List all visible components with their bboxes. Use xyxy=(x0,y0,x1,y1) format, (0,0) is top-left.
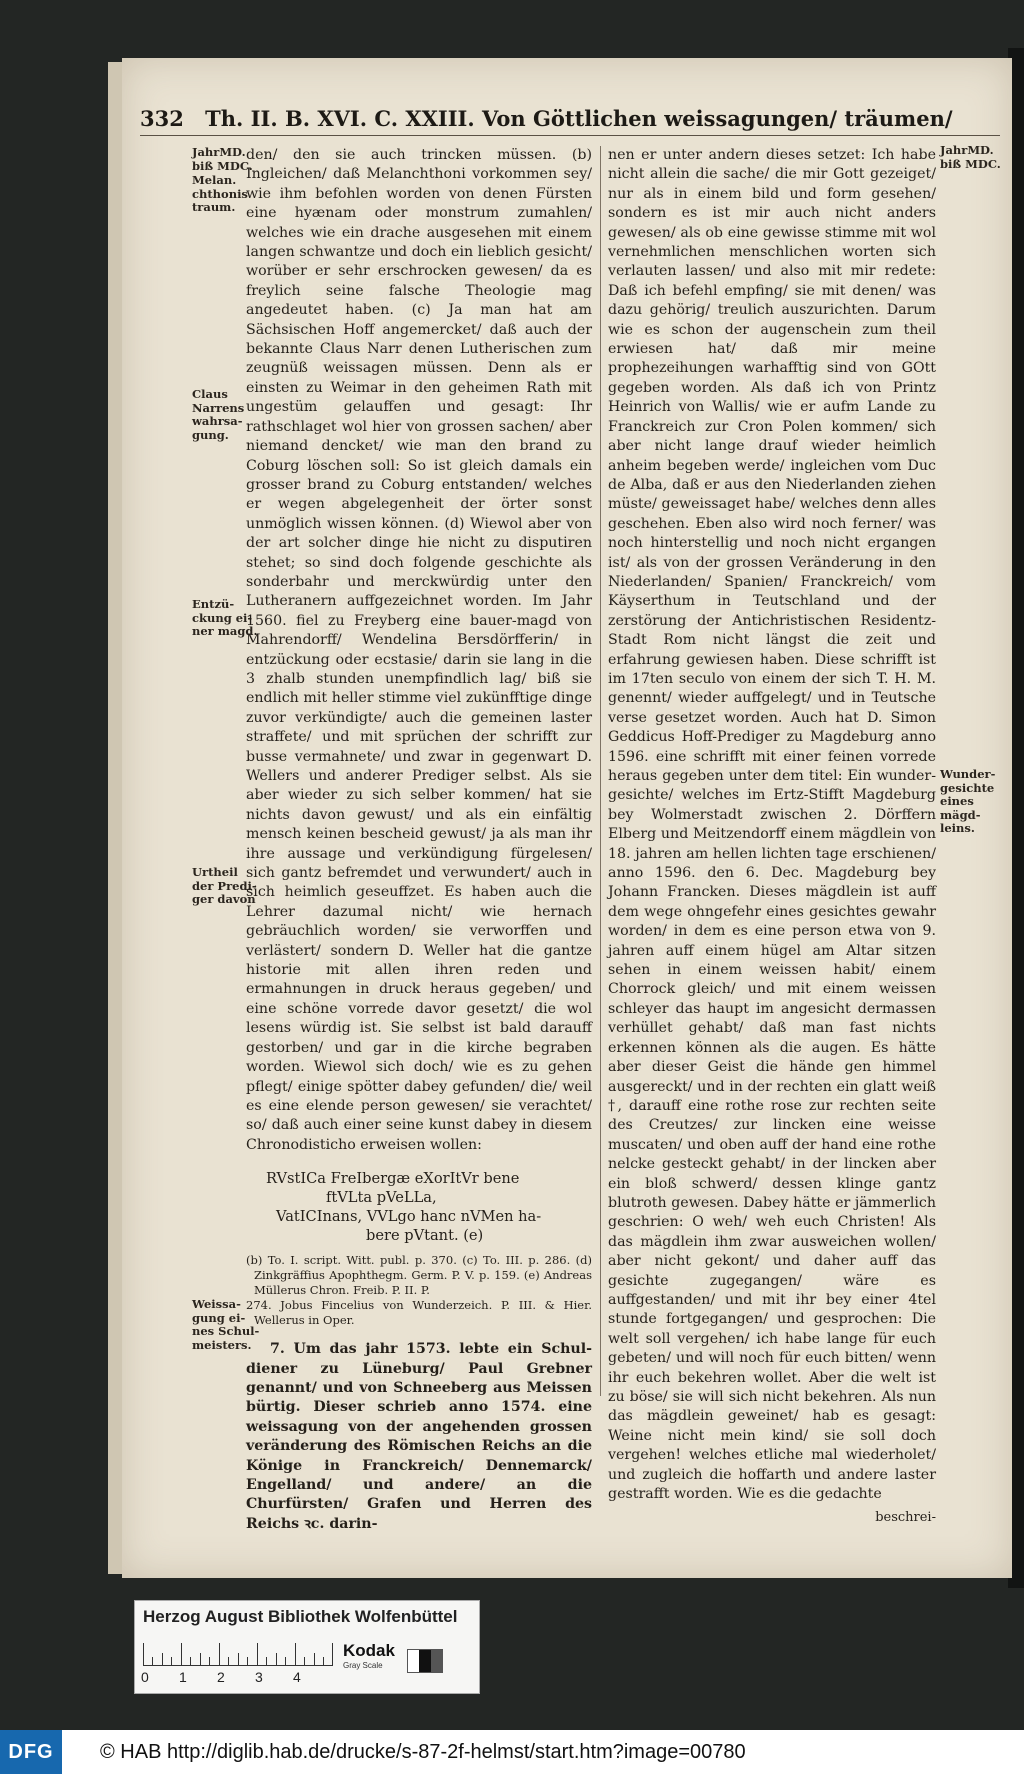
ruler-number-3: 3 xyxy=(255,1669,263,1685)
margin-note-melanchthon: Melan. chthonis traum. xyxy=(192,173,248,214)
footnotes xyxy=(246,1253,592,1328)
verse-line-1: RVstICa FreIbergæ eXorItVr bene xyxy=(266,1170,520,1188)
verse-line-2: ftVLta pVeLLa, xyxy=(326,1189,437,1207)
gray-scale-swatch xyxy=(407,1649,443,1673)
footnote-line-1: (b) To. I. script. Witt. publ. p. 370. (c) To. III. p. 286. (d) Zinkgräffius Apophthegm. Germ. P. V. p. 159. (e) Andreas Müllerus Chron. Freib. P. II. P. xyxy=(246,1253,592,1298)
ruler-scale xyxy=(143,1643,333,1666)
library-name: Herzog August Bibliothek Wolfenbüttel xyxy=(143,1607,458,1626)
ruler-number-1: 1 xyxy=(179,1669,187,1685)
margin-note-schulmeister: Weissa-gung ei-nes Schul-meisters. xyxy=(192,1297,260,1352)
verse-line-4: bere pVtant. (e) xyxy=(366,1227,484,1245)
margin-note-years-left: JahrMD. biß MDC. xyxy=(192,145,253,173)
footer-bar xyxy=(0,1730,1024,1774)
kodak-logo: Kodak xyxy=(343,1641,395,1660)
page-number: 332 xyxy=(140,106,184,131)
left-paragraph-1: den/ den sie auch trincken müssen. (b) Ingleichen/ daß Melanchthoni vorkommen sey/ wie ihm befohlen worden von denen Fürsten eine hyænam oder monstrum zumahlen/ welches wie ein drache ausgesehen mit einem langen schwantze und doch ein lieblich gesicht/ worüber er sehr erschrocken gewesen/ da es freylich seine falsche Theologie mag angedeutet haben. (c) Ja man hat am Sächsischen Hoff angemercket/ daß auch der bekannte Claus Narr denen Lutherischen zum zeugnüß weissagen müssen. Denn als er einsten zu Weimar in den geheimen Rath mit ungestüm gelauffen und gesagt: Ihr rathschlaget wol hier von grossen sachen/ aber niemand dencket/ wie man den brand zu Coburg löschen soll: So ist gleich damals ein grosser brand zu Coburg entstanden/ welches er wegen abgelegenheit der örter sonst unmöglich wissen können. (d) Wiewol aber von der art solcher dinge hie nicht zu disputiren stehet; so sind doch folgende geschichte als sonderbahr und merckwürdig unter den Lutheranern auffgezeichnet worden. Im Jahr 1560. fiel zu Freyberg eine bauer-magd von Mahrendorff/ Wendelina Bersdörfferin/ in entzückung oder ecstasie/ darin sie lang in die 3 zhalb stunden unempfindlich lag/ biß sie endlich mit heller stimme viel zukünfftige dinge zuvor verkündigte/ auch die gemeinen laster straffete/ und mit sprüchen der schrifft zur busse vermahnete/ und zwar in gegenwart D. Wellers und anderer Prediger selbst. Als sie aber wieder zu sich selber kommen/ hat sie nichts davon gewust/ und als ein einfältig mensch keinen bescheid gewust/ ja als man ihr ihre aussage und verkündigung fürgelesen/ sich gantz befremdet und verwundert/ auch in sich heimlich geseuffzet. Es haben auch die Lehrer dazumal nicht/ wie hernach gebräuchlich worden/ sie verworffen und verlästert/ sondern D. Weller hat die gantze historie mit allen ihren reden und ermahnungen in druck heraus gegeben/ und eine schöne vorrede davor gesetzt/ die wol lesens würdig ist. Sie selbst ist bald darauff gestorben/ und gar in die kirche begraben worden. Wiewol sich doch/ wie es zu gehen pflegt/ einige spötter dabey gefunden/ die/ weil es eine elende person gewesen/ sie verachtet/ so/ daß auch einer seine kunst dabey in diesem Chronodisticho erweisen wollen: xyxy=(246,147,592,1153)
catchword: beschrei- xyxy=(875,1510,936,1526)
running-header xyxy=(140,106,1000,136)
book-page xyxy=(122,58,1012,1578)
margin-note-urtheil: Urtheil der Predi-ger davon xyxy=(192,865,257,906)
gray-scale-label: Gray Scale xyxy=(343,1661,383,1670)
running-head-title: Th. II. B. XVI. C. XXIII. Von Göttlichen weissagungen/ träumen/ xyxy=(205,106,953,131)
right-paragraph-1: nen er unter andern dieses setzet: Ich habe nicht allein die sache/ die mir Gott gezeiget/ nur als in einem bild und form gesehen/ sondern es ist mir auch nicht anders gewesen/ als ob eine gewisse stimme mit wol vernehmlichen menschlichen worten sich verlauten lassen/ und also mit mir redete: Daß ich befehl empfing/ sie mit denen/ was dazu gehörig/ treulich auszurichten. Darum wie es schon der augenschein zum theil erwiesen hat/ daß mir meine prophezeihungen warhafftig sind von GOtt gegeben worden. Als daß ich von Printz Heinrich von Wallis/ wie er aufm Lande zu Franckreich zur Cron Polen kommen/ sich aber nicht lange drauf wieder heimlich anheim begeben werde/ ingleichen vom Duc de Alba, daß er aus den Niederlanden ziehen müste/ geweissaget habe/ welches denn alles geschehen. Eben also wird noch ferner/ was noch hinterstellig und noch nicht ergangen ist/ als von der grossen Veränderung in den Niederlanden/ Spanien/ Franckreich/ vom Käyserthum in Teutschland und der zerstörung der Antichristischen Residentz-Stadt Rom nicht längst die zeit und erfahrung gewiesen haben. Diese schrifft ist im 17ten seculo von einem der sich T. H. M. genennt/ wieder auffgelegt/ und in Teutsche verse gesetzet worden. Auch hat D. Simon Geddicus Hoff-Prediger zu Magdeburg anno 1596. eine schrifft mit einer feinen vorrede heraus gegeben unter dem titel: Ein wunder-gesichte/ welches im Ertz-Stifft Magdeburg bey Wolmerstadt zwischen 2. Dörffern Elberg und Meitzendorff einem mägdlein von 18. jahren am hellen lichten tage erschienen/ anno 1596. den 6. Dec. Magdeburg bey Johann Francken. Dieses mägdlein ist auff dem wege ohngefehr eines gesichtes gewahr worden/ in dem es eine person etwa von 9. jahren auff einem hügel am Altar sitzen sehen in einem weissen habit/ einem Chorrock gleich/ und mit einem weissen schleyer das haupt im angesicht dermassen verhüllet gehabt/ daß man fast nichts erkennen können als die augen. Es hätte aber dieser Geist die hände gen himmel ausgereckt/ und in der rechten ein glatt weiß †, darauff eine rothe rose zur rechten seite des Creutzes/ zur lincken eine weisse muscaten/ und oben auff der hand eine rothe nelcke gesteckt gehabt/ in der lincken aber ein bloß schwerd/ dessen klinge gantz blutroth gewesen. Dabey hätte er jämmerlich geschrien: O weh/ weh euch Christen! Als das mägdlein ihm zwar ausweichen wollen/ aber nicht gekont/ und daher auff das gesichte zugegangen/ wäre es auffgestanden/ und mit ihr bey einer 4tel stunde fortgegangen/ und gesprochen: Die welt soll vergehen/ ich habe lange für euch gebeten/ und will noch für euch bitten/ wenn ihr euch bekehren wollet. Aber die welt ist zu böse/ sie will sich nicht bekehren. Als nun das mägdlein geweinet/ hab es gesagt: Weine nicht mein kind/ sie soll doch vergehen! welches etliche mal wiederholet/ und zugleich die hoffarth und andere laster gestrafft worden. Wie es die gedachte xyxy=(608,147,936,1503)
right-text-column xyxy=(608,146,936,1528)
footnote-line-2: 274. Jobus Fincelius von Wunderzeich. P. III. & Hier. Wellerus in Oper. xyxy=(246,1298,592,1328)
margin-note-claus-narr: Claus Narrens wahrsa-gung. xyxy=(192,387,245,442)
dfg-logo: DFG xyxy=(0,1730,62,1774)
margin-note-years-right: JahrMD. biß MDC. xyxy=(940,143,1001,171)
column-rule xyxy=(600,146,601,1396)
ruler-number-2: 2 xyxy=(217,1669,225,1685)
reference-card xyxy=(134,1600,480,1694)
margin-note-entzueckung: Entzü-ckung ei-ner magd. xyxy=(192,597,258,638)
chronodistichon xyxy=(266,1169,592,1245)
left-paragraph-2: 7. Um das jahr 1573. lebte ein Schul-diener zu Lüneburg/ Paul Grebner genannt/ und von Schneeberg aus Meissen bürtig. Dieser schrieb anno 1574. eine weissagung von der angehenden grossen veränderung des Römischen Reichs an die Könige in Franckreich/ Dennemarck/ Engelland/ und andere/ an die Churfürsten/ Grafen und Herren des Reichs ꝛc. darin- xyxy=(246,1341,592,1532)
ruler-number-4: 4 xyxy=(293,1669,301,1685)
ruler-number-0: 0 xyxy=(141,1669,149,1685)
margin-note-wundergesichte: Wunder-gesichte eines mägd-leins. xyxy=(940,767,996,835)
copyright-link[interactable]: © HAB http://diglib.hab.de/drucke/s-87-2f-helmst/start.htm?image=00780 xyxy=(100,1741,746,1763)
verse-line-3: VatICInans, VVLgo hanc nVMen ha- xyxy=(276,1208,542,1226)
left-text-column xyxy=(246,146,592,1534)
